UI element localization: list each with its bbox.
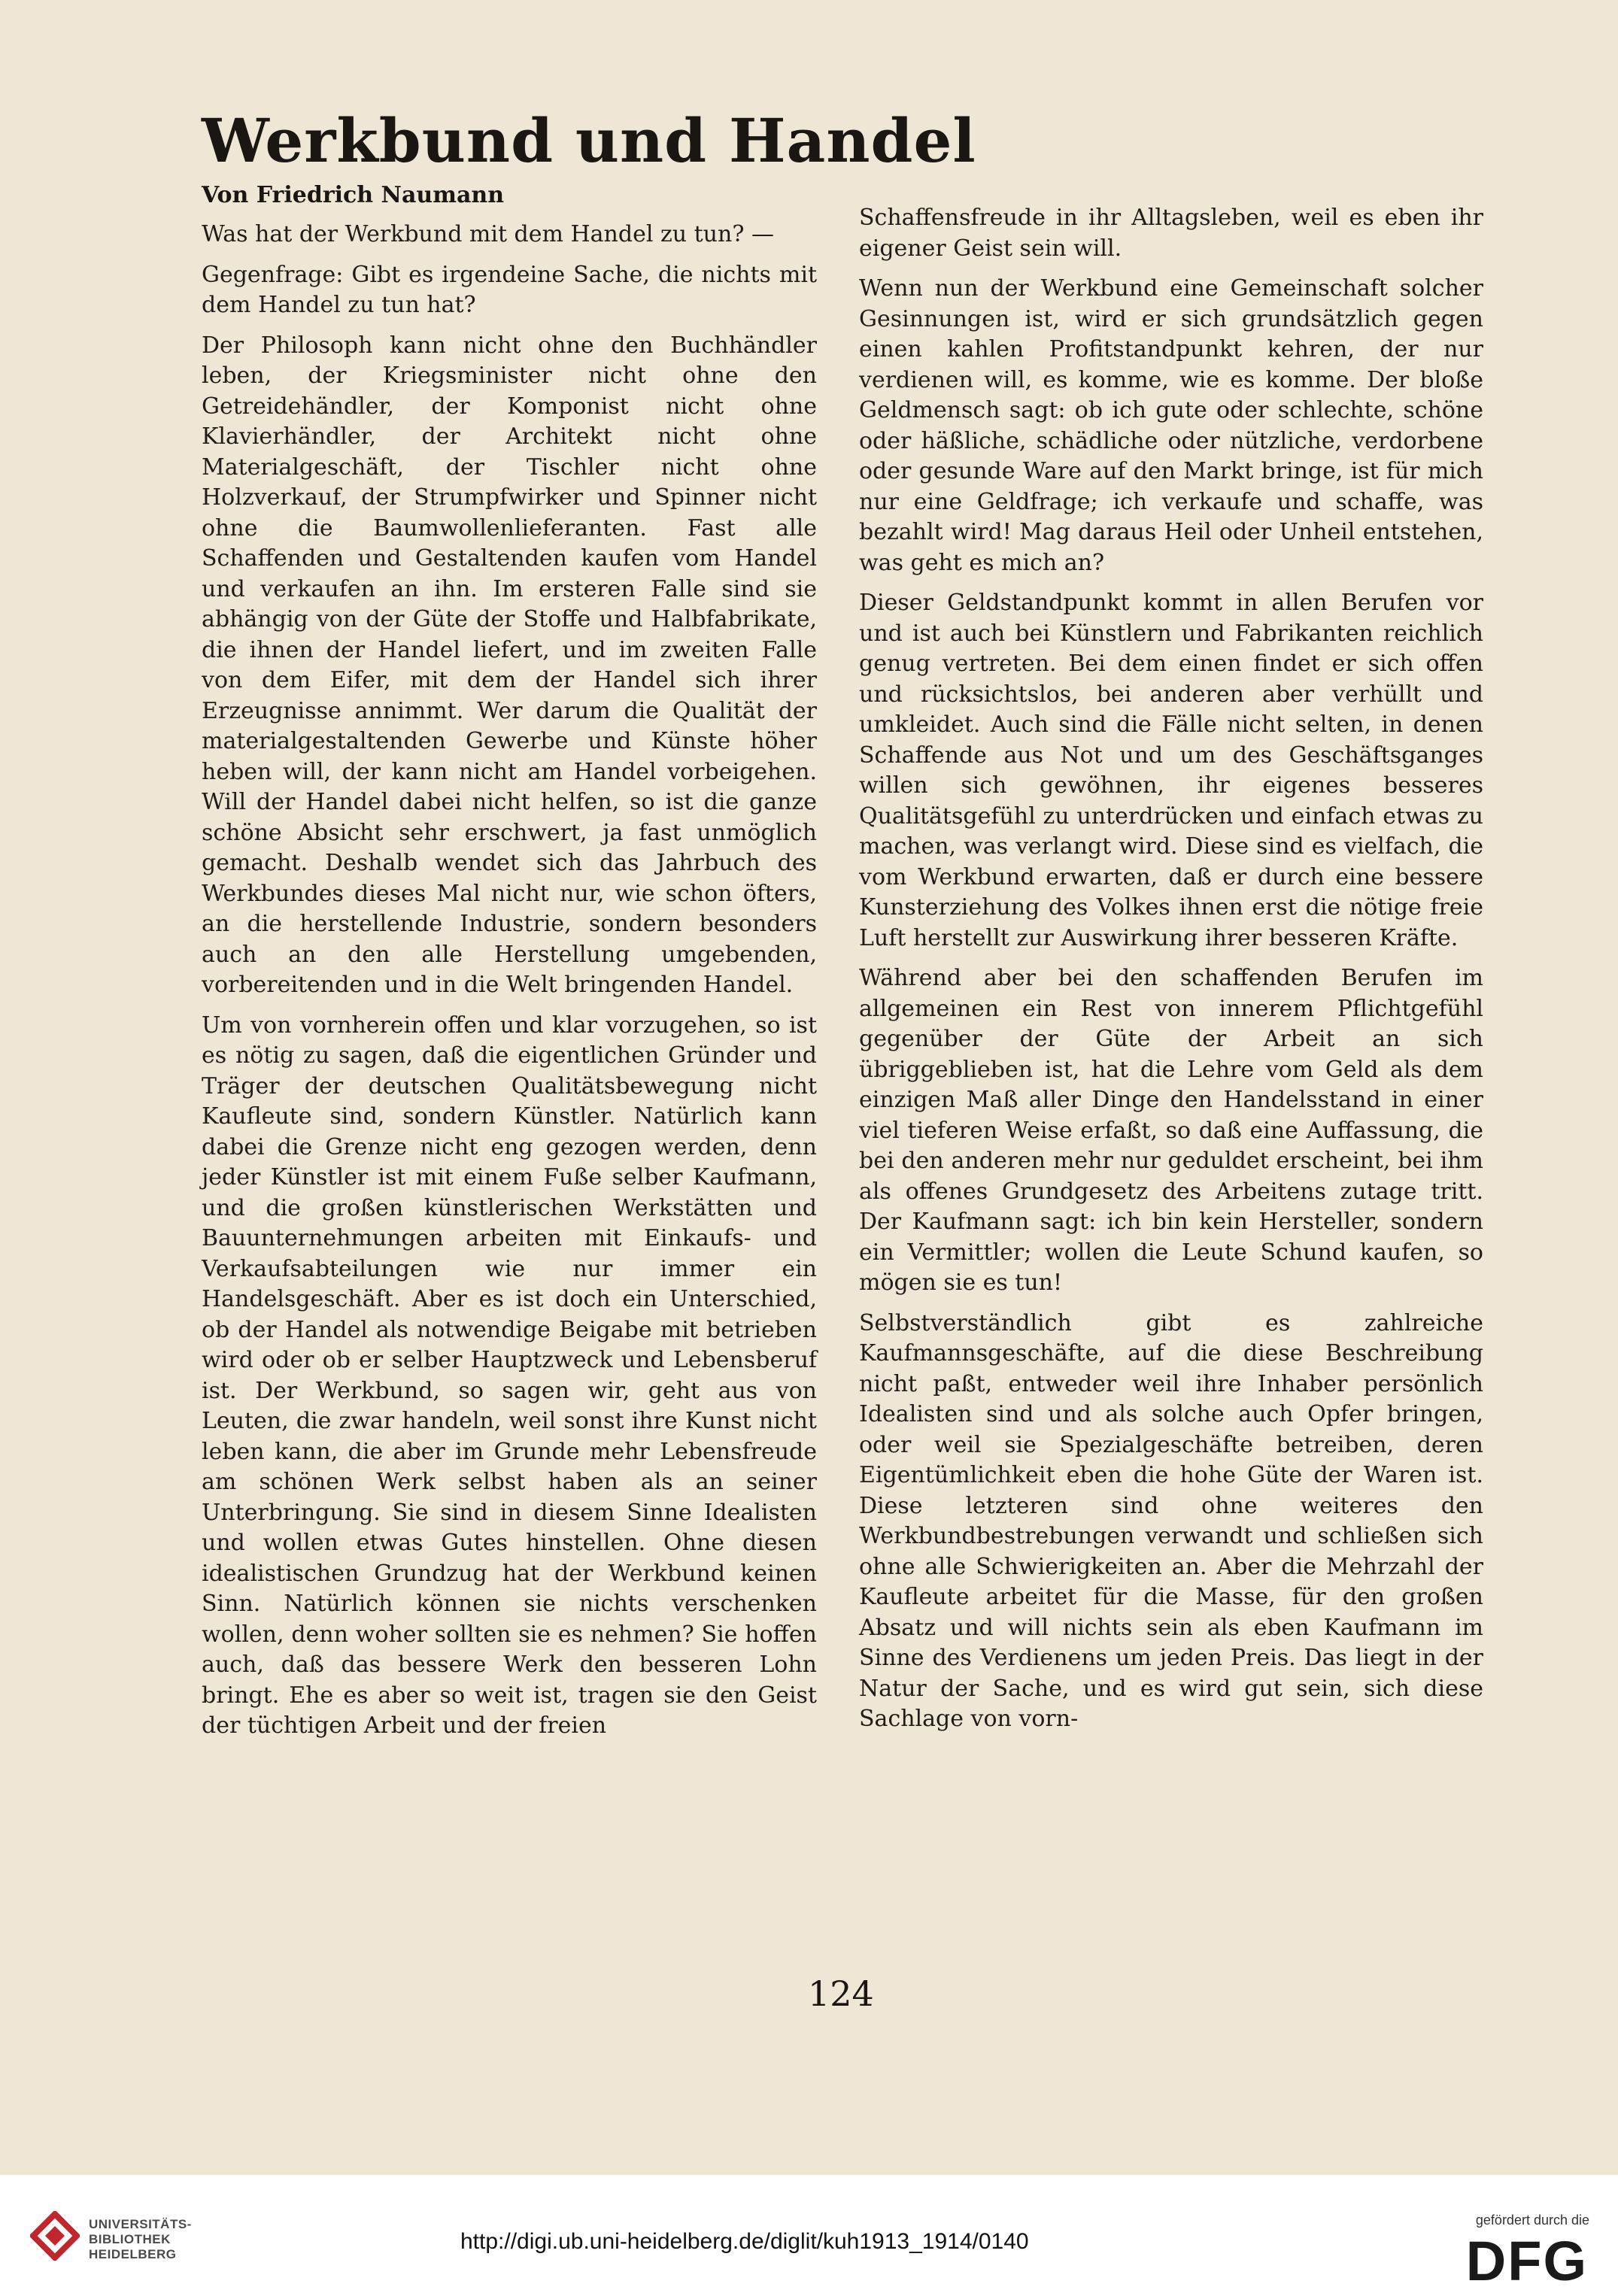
- library-name: [89, 2217, 192, 2262]
- library-name-line: UNIVERSITÄTS-: [89, 2217, 192, 2231]
- paragraph: Wenn nun der Werkbund eine Gemeinschaft solcher Gesinnungen ist, wird er sich grundsätzlich gegen einen kahlen Profitstandpunkt kehren, der nur verdienen will, es komme, wie es komme. Der bloße Geldmensch sagt: ob ich gute oder schlechte, schöne oder häßliche, schädliche oder nützliche, verdorbene oder gesunde Ware auf den Markt bringe, ist für mich nur eine Geldfrage; ich verkaufe und schaffe, was bezahlt wird! Mag daraus Heil oder Unheil entstehen, was geht es mich an?: [859, 275, 1483, 576]
- paragraph: Gegenfrage: Gibt es irgendeine Sache, die nichts mit dem Handel zu tun hat?: [202, 261, 817, 318]
- article-title: Werkbund und Handel: [202, 105, 976, 176]
- paragraph: Dieser Geldstandpunkt kommt in allen Berufen vor und ist auch bei Künstlern und Fabrikanten reichlich genug vertreten. Bei dem einen findet er sich offen und rücksichtslos, bei anderen aber verhüllt und umkleidet. Auch sind die Fälle nicht selten, in denen Schaffende aus Not und um des Geschäftsganges willen sich gewöhnen, ihr eigenes besseres Qualitätsgefühl zu unterdrücken und einfach etwas zu machen, was verlangt wird. Diese sind es vielfach, die vom Werkbund erwarten, daß er durch eine bessere Kunsterziehung des Volkes ihnen erst die nötige freie Luft herstellt zur Auswirkung ihrer besseren Kräfte.: [859, 590, 1483, 951]
- paragraph: Schaffensfreude in ihr Alltagsleben, weil es eben ihr eigener Geist sein will.: [859, 205, 1483, 262]
- library-name-line: HEIDELBERG: [89, 2247, 177, 2261]
- right-column: [859, 203, 1483, 1745]
- permalink-url[interactable]: http://digi.ub.uni-heidelberg.de/diglit/kuh1913_1914/0140: [460, 2229, 1029, 2254]
- left-column: [202, 220, 817, 1752]
- funding-label: gefördert durch die: [1475, 2213, 1589, 2228]
- university-library-logo-icon: [30, 2211, 80, 2261]
- paragraph: Während aber bei den schaffenden Berufen im allgemeinen ein Rest von innerem Pflichtgefühl gegenüber der Güte der Arbeit an sich übriggeblieben ist, hat die Lehre vom Geld als dem einzigen Maß aller Dinge den Handelsstand in einer viel tieferen Weise erfaßt, so daß eine Auffassung, die bei den anderen mehr nur geduldet erscheint, bei ihm als offenes Grundgesetz des Arbeitens zutage tritt. Der Kaufmann sagt: ich bin kein Hersteller, sondern ein Vermittler; wollen die Leute Schund kaufen, so mögen sie es tun!: [859, 965, 1483, 1296]
- paragraph: Um von vornherein offen und klar vorzugehen, so ist es nötig zu sagen, daß die eigentlichen Gründer und Träger der deutschen Qualitätsbewegung nicht Kaufleute sind, sondern Künstler. Natürlich kann dabei die Grenze nicht eng gezogen werden, denn jeder Künstler ist mit einem Fuße selber Kaufmann, und die großen künstlerischen Werkstätten und Bauunternehmungen arbeiten mit Einkaufs- und Verkaufsabteilungen wie nur immer ein Handelsgeschäft. Aber es ist doch ein Unterschied, ob der Handel als notwendige Beigabe mit betrieben wird oder ob er selber Hauptzweck und Lebensberuf ist. Der Werkbund, so sagen wir, geht aus von Leuten, die zwar handeln, weil sonst ihre Kunst nicht leben kann, die aber im Grunde mehr Lebensfreude am schönen Werk selbst haben als an seiner Unterbringung. Sie sind in diesem Sinne Idealisten und wollen etwas Gutes hinstellen. Ohne diesen idealistischen Grundzug hat der Werkbund keinen Sinn. Natürlich können sie nichts verschenken wollen, denn woher sollten sie es nehmen? Sie hoffen auch, daß das bessere Werk den besseren Lohn bringt. Ehe es aber so weit ist, tragen sie den Geist der tüchtigen Arbeit und der freien: [202, 1012, 817, 1739]
- page-number: 124: [808, 1973, 874, 2014]
- footer-bar: [0, 2175, 1618, 2296]
- library-name-line: BIBLIOTHEK: [89, 2232, 171, 2246]
- article-byline: Von Friedrich Naumann: [202, 182, 505, 208]
- paragraph: Der Philosoph kann nicht ohne den Buchhändler leben, der Kriegsminister nicht ohne den Getreidehändler, der Komponist nicht ohne Klavierhändler, der Architekt nicht ohne Materialgeschäft, der Tischler nicht ohne Holzverkauf, der Strumpfwirker und Spinner nicht ohne die Baumwollenlieferanten. Fast alle Schaffenden und Gestaltenden kaufen vom Handel und verkaufen an ihn. Im ersteren Falle sind sie abhängig von der Güte der Stoffe und Halbfabrikate, die ihnen der Handel liefert, und im zweiten Falle von dem Eifer, mit dem der Handel sich ihrer Erzeugnisse annimmt. Wer darum die Qualität der materialgestaltenden Gewerbe und Künste höher heben will, der kann nicht am Handel vorbeigehen. Will der Handel dabei nicht helfen, so ist die ganze schöne Absicht sehr erschwert, ja fast unmöglich gemacht. Deshalb wendet sich das Jahrbuch des Werkbundes dieses Mal nicht nur, wie schon öfters, an die herstellende Industrie, sondern besonders auch an den alle Herstellung umgebenden, vorbereitenden und in die Welt bringenden Handel.: [202, 332, 817, 998]
- paragraph: Was hat der Werkbund mit dem Handel zu tun? —: [202, 221, 774, 247]
- dfg-logo: DFG: [1465, 2230, 1588, 2292]
- paragraph: Selbstverständlich gibt es zahlreiche Kaufmannsgeschäfte, auf die diese Beschreibung nicht paßt, entweder weil ihre Inhaber persönlich Idealisten sind und als solche auch Opfer bringen, oder weil sie Spezialgeschäfte betreiben, deren Eigentümlichkeit eben die hohe Güte der Waren ist. Diese letzteren sind ohne weiteres den Werkbundbestrebungen verwandt und schließen sich ohne alle Schwierigkeiten an. Aber die Mehrzahl der Kaufleute arbeitet für die Masse, für den großen Absatz und will nichts sein als eben Kaufmann im Sinne des Verdienens um jeden Preis. Das liegt in der Natur der Sache, und es wird gut sein, sich diese Sachlage von vorn-: [859, 1309, 1483, 1732]
